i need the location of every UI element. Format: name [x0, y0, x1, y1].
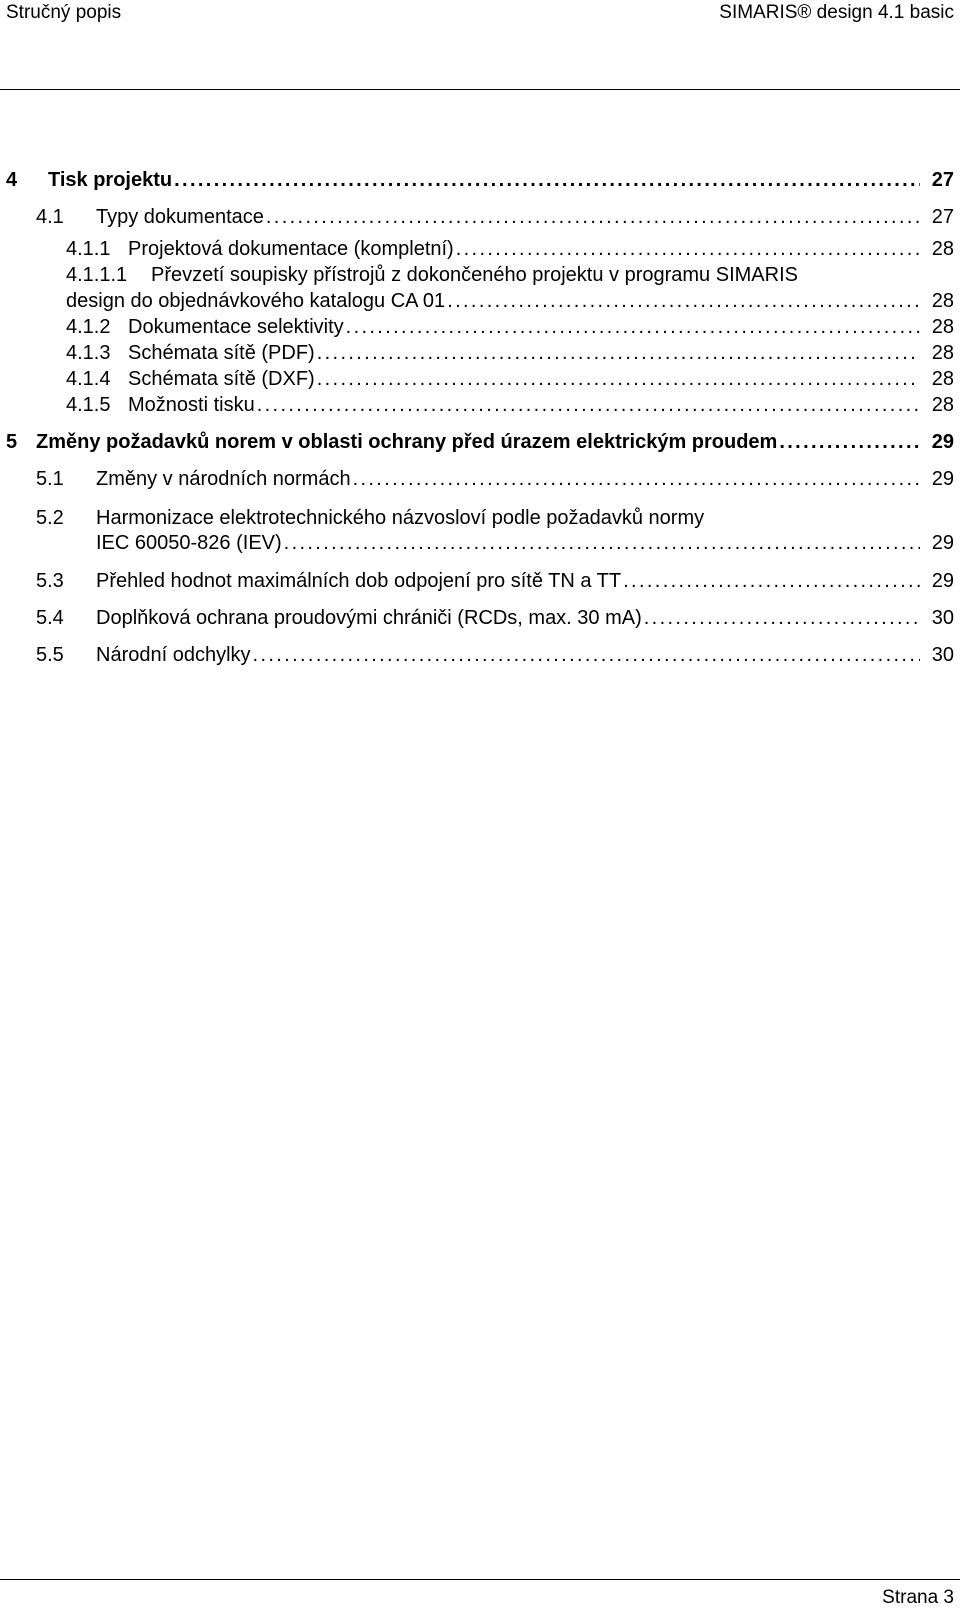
- toc-entry-5-3[interactable]: [0, 567, 960, 595]
- toc-dot-leader: [257, 391, 920, 419]
- toc-entry-4-1-1-1-line1[interactable]: [0, 261, 960, 289]
- toc-entry-page: 29: [931, 532, 954, 554]
- toc-entry-title-line: [96, 567, 920, 595]
- toc-entry-title: Doplňková ochrana proudovými chrániči (RCDs, max. 30 mA): [96, 607, 642, 629]
- toc-dot-leader: [456, 235, 920, 263]
- toc-entry-number: 5.2: [36, 507, 64, 529]
- toc-entry-title: Přehled hodnot maximálních dob odpojení pro sítě TN a TT: [96, 570, 622, 592]
- toc-entry-title-first-line: Převzetí soupisky přístrojů z dokončeného projektu v programu SIMARIS: [151, 264, 798, 286]
- toc-dot-leader: [623, 567, 920, 595]
- toc-entry-page: 28: [931, 238, 954, 260]
- header-product-name: SIMARIS® design 4.1 basic: [719, 2, 954, 23]
- toc-entry-page: 28: [931, 368, 954, 390]
- toc-entry-title: Tisk projektu: [48, 169, 173, 191]
- toc-entry-title: design do objednávkového katalogu CA 01: [66, 290, 446, 312]
- toc-entry-number: 4.1.5: [66, 394, 111, 416]
- toc-dot-leader: [353, 465, 920, 493]
- toc-entry-page: 30: [931, 607, 954, 629]
- toc-entry-title-line: [128, 365, 920, 393]
- toc-entry-title: Národní odchylky: [96, 644, 251, 666]
- toc-entry-5-5[interactable]: [0, 641, 960, 669]
- toc-entry-title-line: [128, 391, 920, 419]
- toc-entry-number: 4.1.3: [66, 342, 111, 364]
- toc-entry-number: 4: [6, 169, 18, 191]
- toc-entry-title-line: [128, 235, 920, 263]
- toc-entry-number: 4.1.1: [66, 238, 111, 260]
- toc-entry-title-first-line: Harmonizace elektrotechnického názvosloví podle požadavků normy: [96, 507, 705, 529]
- toc-entry-title-line: [48, 166, 920, 194]
- toc-entry-title-line: [96, 529, 920, 557]
- toc-entry-title: Schémata sítě (PDF): [128, 342, 315, 364]
- toc-entry-5-2-line1[interactable]: [0, 504, 960, 532]
- toc-entry-5-4[interactable]: [0, 604, 960, 632]
- toc-entry-4-1-1-1-line2[interactable]: [0, 287, 960, 315]
- header-divider: [0, 89, 960, 90]
- toc-entry-title-line: [96, 641, 920, 669]
- toc-entry-chapter-5[interactable]: [0, 428, 960, 456]
- toc-entry-chapter-4[interactable]: [0, 166, 960, 194]
- toc-dot-leader: [644, 604, 920, 632]
- toc-entry-title: Možnosti tisku: [128, 394, 255, 416]
- toc-entry-title: Schémata sítě (DXF): [128, 368, 315, 390]
- toc-entry-number: 5.1: [36, 468, 64, 490]
- toc-dot-leader: [317, 365, 920, 393]
- toc-dot-leader: [284, 529, 920, 557]
- toc-dot-leader: [266, 203, 920, 231]
- toc-entry-title-line: [128, 313, 920, 341]
- toc-entry-number: 5.4: [36, 607, 64, 629]
- toc-dot-leader: [346, 313, 920, 341]
- toc-entry-title-line: [96, 604, 920, 632]
- toc-entry-number: 4.1: [36, 206, 64, 228]
- toc-entry-title: IEC 60050-826 (IEV): [96, 532, 282, 554]
- footer-divider: [0, 1579, 960, 1580]
- toc-entry-title: Změny v národních normách: [96, 468, 351, 490]
- toc-entry-5-1[interactable]: [0, 465, 960, 493]
- toc-entry-4-1-2[interactable]: [0, 313, 960, 341]
- toc-entry-number: 5.5: [36, 644, 64, 666]
- toc-entry-title-line: [36, 428, 920, 456]
- toc-entry-number: 5.3: [36, 570, 64, 592]
- toc-entry-title: Změny požadavků norem v oblasti ochrany před úrazem elektrickým proudem: [36, 431, 778, 453]
- toc-entry-page: 30: [931, 644, 954, 666]
- toc-entry-page: 28: [931, 316, 954, 338]
- toc-entry-title-line: [128, 339, 920, 367]
- footer-page-number: Strana 3: [882, 1587, 954, 1608]
- toc-entry-4-1-1[interactable]: [0, 235, 960, 263]
- page-header: [0, 0, 960, 90]
- toc-entry-4-1[interactable]: [0, 203, 960, 231]
- toc-entry-page: 28: [931, 290, 954, 312]
- toc-dot-leader: [317, 339, 920, 367]
- toc-entry-page: 28: [931, 394, 954, 416]
- toc-entry-4-1-3[interactable]: [0, 339, 960, 367]
- toc-entry-page: 29: [931, 431, 954, 453]
- toc-entry-title: Projektová dokumentace (kompletní): [128, 238, 454, 260]
- toc-entry-4-1-5[interactable]: [0, 391, 960, 419]
- toc-entry-number: 5: [6, 431, 18, 453]
- toc-entry-title-line: [96, 465, 920, 493]
- toc-dot-leader: [779, 428, 920, 456]
- toc-entry-number: 4.1.1.1: [66, 264, 128, 286]
- header-document-type: Stručný popis: [6, 2, 122, 23]
- toc-entry-page: 29: [931, 468, 954, 490]
- toc-entry-page: 29: [931, 570, 954, 592]
- toc-entry-4-1-4[interactable]: [0, 365, 960, 393]
- toc-entry-number: 4.1.2: [66, 316, 111, 338]
- toc-entry-5-2-line2[interactable]: [0, 529, 960, 557]
- toc-entry-page: 27: [931, 169, 954, 191]
- toc-dot-leader: [447, 287, 920, 315]
- toc-entry-number: 4.1.4: [66, 368, 111, 390]
- toc-dot-leader: [174, 166, 920, 194]
- toc-entry-title-line: [96, 203, 920, 231]
- toc-entry-title-line: [66, 287, 920, 315]
- toc-entry-page: 28: [931, 342, 954, 364]
- toc-dot-leader: [253, 641, 920, 669]
- toc-entry-page: 27: [931, 206, 954, 228]
- toc-entry-title: Typy dokumentace: [96, 206, 264, 228]
- toc-entry-title: Dokumentace selektivity: [128, 316, 344, 338]
